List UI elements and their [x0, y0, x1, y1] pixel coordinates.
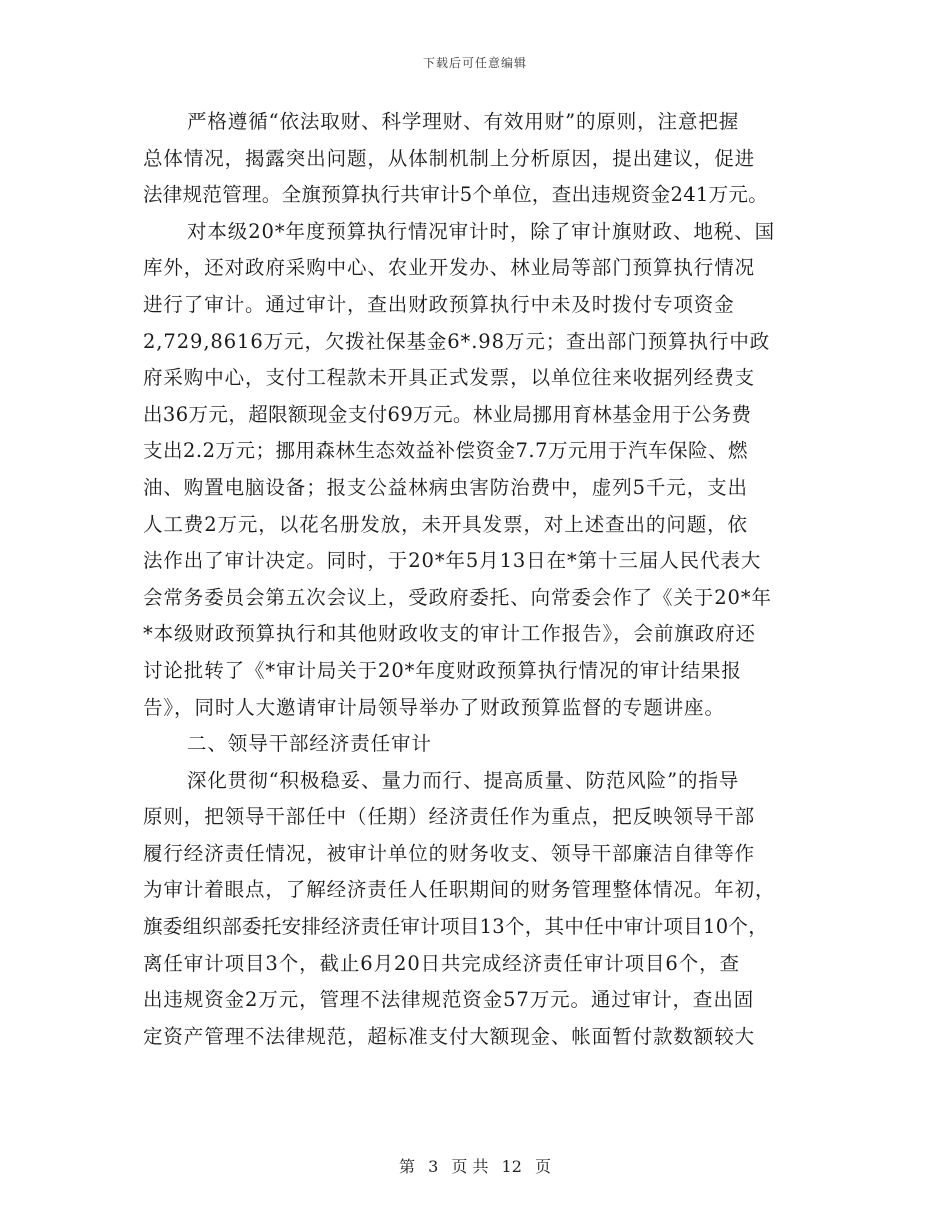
paragraph-line: 法作出了审计决定。同时，于20*年5月13日在*第十三届人民代表大 — [143, 549, 762, 573]
current-page-number: 3 — [428, 1157, 439, 1176]
page-header: 下载后可任意编辑 — [422, 56, 527, 70]
paragraph-line: 会常务委员会第五次会议上，受政府委托、向常委会作了《关于20*年 — [143, 585, 772, 609]
paragraph-line: 库外，还对政府采购中心、农业开发办、林业局等部门预算执行情况 — [143, 256, 756, 280]
paragraph-line: 原则，把领导干部任中（任期）经济责任作为重点，把反映领导干部 — [143, 805, 756, 829]
document-body — [143, 104, 833, 1055]
paragraph-line: 严格遵循“依法取财、科学理财、有效用财”的原则，注意把握 — [187, 110, 740, 133]
paragraph-line: 为审计着眼点，了解经济责任人任职期间的财务管理整体情况。年初， — [143, 878, 776, 902]
paragraph-line: 进行了审计。通过审计，查出财政预算执行中未及时拨付专项资金 — [143, 292, 735, 316]
footer-suffix: 页 — [535, 1157, 552, 1176]
paragraph-line: 人工费2万元，以花名册发放，未开具发票，对上述查出的问题，依 — [143, 512, 748, 536]
paragraph-line: 深化贯彻“积极稳妥、量力而行、提高质量、防范风险”的指导 — [187, 768, 740, 792]
paragraph-line: *本级财政预算执行和其他财政收支的审计工作报告》，会前旗政府还 — [143, 622, 756, 646]
footer-prefix: 第 — [398, 1157, 415, 1176]
paragraph-line: 讨论批转了《*审计局关于20*年度财政预算执行情况的审计结果报 — [143, 658, 742, 682]
paragraph-line: 履行经济责任情况，被审计单位的财务收支、领导干部廉洁自律等作 — [143, 841, 756, 865]
paragraph-line: 府采购中心，支付工程款未开具正式发票，以单位往来收据列经费支 — [143, 366, 756, 390]
paragraph-line: 对本级20*年度预算执行情况审计时，除了审计旗财政、地税、国 — [187, 219, 776, 243]
paragraph-line: 定资产管理不法律规范，超标准支付大额现金、帐面暂付款数额较大 — [143, 1024, 756, 1048]
footer-middle: 页 共 — [451, 1157, 489, 1176]
paragraph-line: 2,729,8616万元，欠拨社保基金6*.98万元；查出部门预算执行中政 — [143, 329, 771, 353]
paragraph-line: 离任审计项目3个，截止6月20日共完成经济责任审计项目6个，查 — [143, 951, 740, 975]
paragraph-line: 支出2.2万元；挪用森林生态效益补偿资金7.7万元用于汽车保险、燃 — [143, 439, 749, 463]
page-footer — [0, 1154, 950, 1177]
paragraph-line: 法律规范管理。全旗预算执行共审计5个单位，查出违规资金241万元。 — [143, 183, 769, 207]
paragraph-line: 出36万元，超限额现金支付69万元。林业局挪用育林基金用于公务费 — [143, 402, 752, 426]
section-heading: 二、领导干部经济责任审计 — [187, 732, 432, 756]
paragraph-line: 油、购置电脑设备；报支公益林病虫害防治费中，虚列5千元，支出 — [143, 475, 748, 499]
paragraph-line: 旗委组织部委托安排经济责任审计项目13个，其中任中审计项目10个， — [143, 915, 769, 939]
paragraph-line: 总体情况，揭露突出问题，从体制机制上分析原因，提出建议，促进 — [143, 146, 756, 170]
paragraph-line: 出违规资金2万元，管理不法律规范资金57万元。通过审计，查出固 — [143, 988, 755, 1012]
paragraph-line: 告》，同时人大邀请审计局领导举办了财政预算监督的专题讲座。 — [143, 695, 725, 719]
total-page-count: 12 — [501, 1157, 522, 1176]
